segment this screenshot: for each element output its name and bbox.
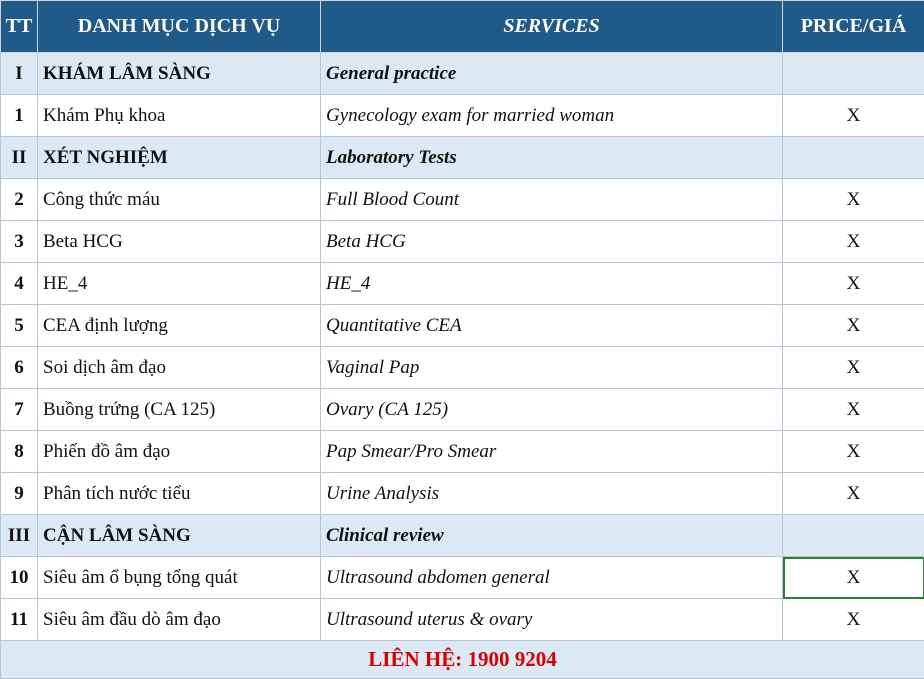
row-number-cell: II <box>1 137 38 179</box>
service-en-cell: General practice <box>321 53 783 95</box>
price-cell[interactable]: X <box>783 179 924 221</box>
service-en-cell: Ovary (CA 125) <box>321 389 783 431</box>
table-row <box>1 431 924 473</box>
header-service-en: SERVICES <box>321 1 783 53</box>
row-number-cell: III <box>1 515 38 557</box>
table-row <box>1 95 924 137</box>
service-en-cell: HE_4 <box>321 263 783 305</box>
service-vn-cell: KHÁM LÂM SÀNG <box>38 53 321 95</box>
table-row <box>1 221 924 263</box>
header-price: PRICE/GIÁ <box>783 1 924 53</box>
row-number-cell: 11 <box>1 599 38 641</box>
service-en-cell: Vaginal Pap <box>321 347 783 389</box>
service-vn-cell: Công thức máu <box>38 179 321 221</box>
service-en-cell: Gynecology exam for married woman <box>321 95 783 137</box>
price-cell[interactable] <box>783 515 924 557</box>
price-cell[interactable]: X <box>783 557 924 599</box>
table-row <box>1 179 924 221</box>
table-row <box>1 263 924 305</box>
row-number-cell: I <box>1 53 38 95</box>
table-row <box>1 599 924 641</box>
row-number-cell: 1 <box>1 95 38 137</box>
service-en-cell: Urine Analysis <box>321 473 783 515</box>
service-vn-cell: Phân tích nước tiểu <box>38 473 321 515</box>
row-number-cell: 6 <box>1 347 38 389</box>
table-header-row <box>1 1 924 53</box>
row-number-cell: 10 <box>1 557 38 599</box>
price-cell[interactable] <box>783 137 924 179</box>
price-cell[interactable]: X <box>783 473 924 515</box>
service-vn-cell: HE_4 <box>38 263 321 305</box>
service-vn-cell: Phiến đồ âm đạo <box>38 431 321 473</box>
price-cell[interactable]: X <box>783 389 924 431</box>
service-vn-cell: Siêu âm đầu dò âm đạo <box>38 599 321 641</box>
table-row <box>1 305 924 347</box>
footer-row <box>1 641 924 679</box>
table-body <box>1 53 924 641</box>
service-en-cell: Quantitative CEA <box>321 305 783 347</box>
price-cell[interactable]: X <box>783 263 924 305</box>
price-cell[interactable] <box>783 53 924 95</box>
service-en-cell: Full Blood Count <box>321 179 783 221</box>
service-vn-cell: Beta HCG <box>38 221 321 263</box>
price-cell[interactable]: X <box>783 599 924 641</box>
section-row <box>1 137 924 179</box>
header-tt: TT <box>1 1 38 53</box>
row-number-cell: 5 <box>1 305 38 347</box>
service-en-cell: Beta HCG <box>321 221 783 263</box>
row-number-cell: 3 <box>1 221 38 263</box>
section-row <box>1 515 924 557</box>
service-en-cell: Ultrasound uterus & ovary <box>321 599 783 641</box>
row-number-cell: 4 <box>1 263 38 305</box>
price-cell[interactable]: X <box>783 305 924 347</box>
header-service-vn: DANH MỤC DỊCH VỤ <box>38 1 321 53</box>
service-vn-cell: Khám Phụ khoa <box>38 95 321 137</box>
service-vn-cell: XÉT NGHIỆM <box>38 137 321 179</box>
price-cell[interactable]: X <box>783 95 924 137</box>
contact-hotline: LIÊN HỆ: 1900 9204 <box>1 641 924 679</box>
service-en-cell: Laboratory Tests <box>321 137 783 179</box>
service-en-cell: Pap Smear/Pro Smear <box>321 431 783 473</box>
table-row <box>1 389 924 431</box>
service-vn-cell: Siêu âm ổ bụng tổng quát <box>38 557 321 599</box>
row-number-cell: 9 <box>1 473 38 515</box>
service-vn-cell: Soi dịch âm đạo <box>38 347 321 389</box>
price-cell[interactable]: X <box>783 431 924 473</box>
section-row <box>1 53 924 95</box>
service-vn-cell: CẬN LÂM SÀNG <box>38 515 321 557</box>
table-row <box>1 347 924 389</box>
row-number-cell: 7 <box>1 389 38 431</box>
table-row <box>1 557 924 599</box>
price-cell[interactable]: X <box>783 347 924 389</box>
service-vn-cell: Buồng trứng (CA 125) <box>38 389 321 431</box>
price-cell[interactable]: X <box>783 221 924 263</box>
row-number-cell: 2 <box>1 179 38 221</box>
service-en-cell: Clinical review <box>321 515 783 557</box>
service-en-cell: Ultrasound abdomen general <box>321 557 783 599</box>
row-number-cell: 8 <box>1 431 38 473</box>
service-vn-cell: CEA định lượng <box>38 305 321 347</box>
table-row <box>1 473 924 515</box>
